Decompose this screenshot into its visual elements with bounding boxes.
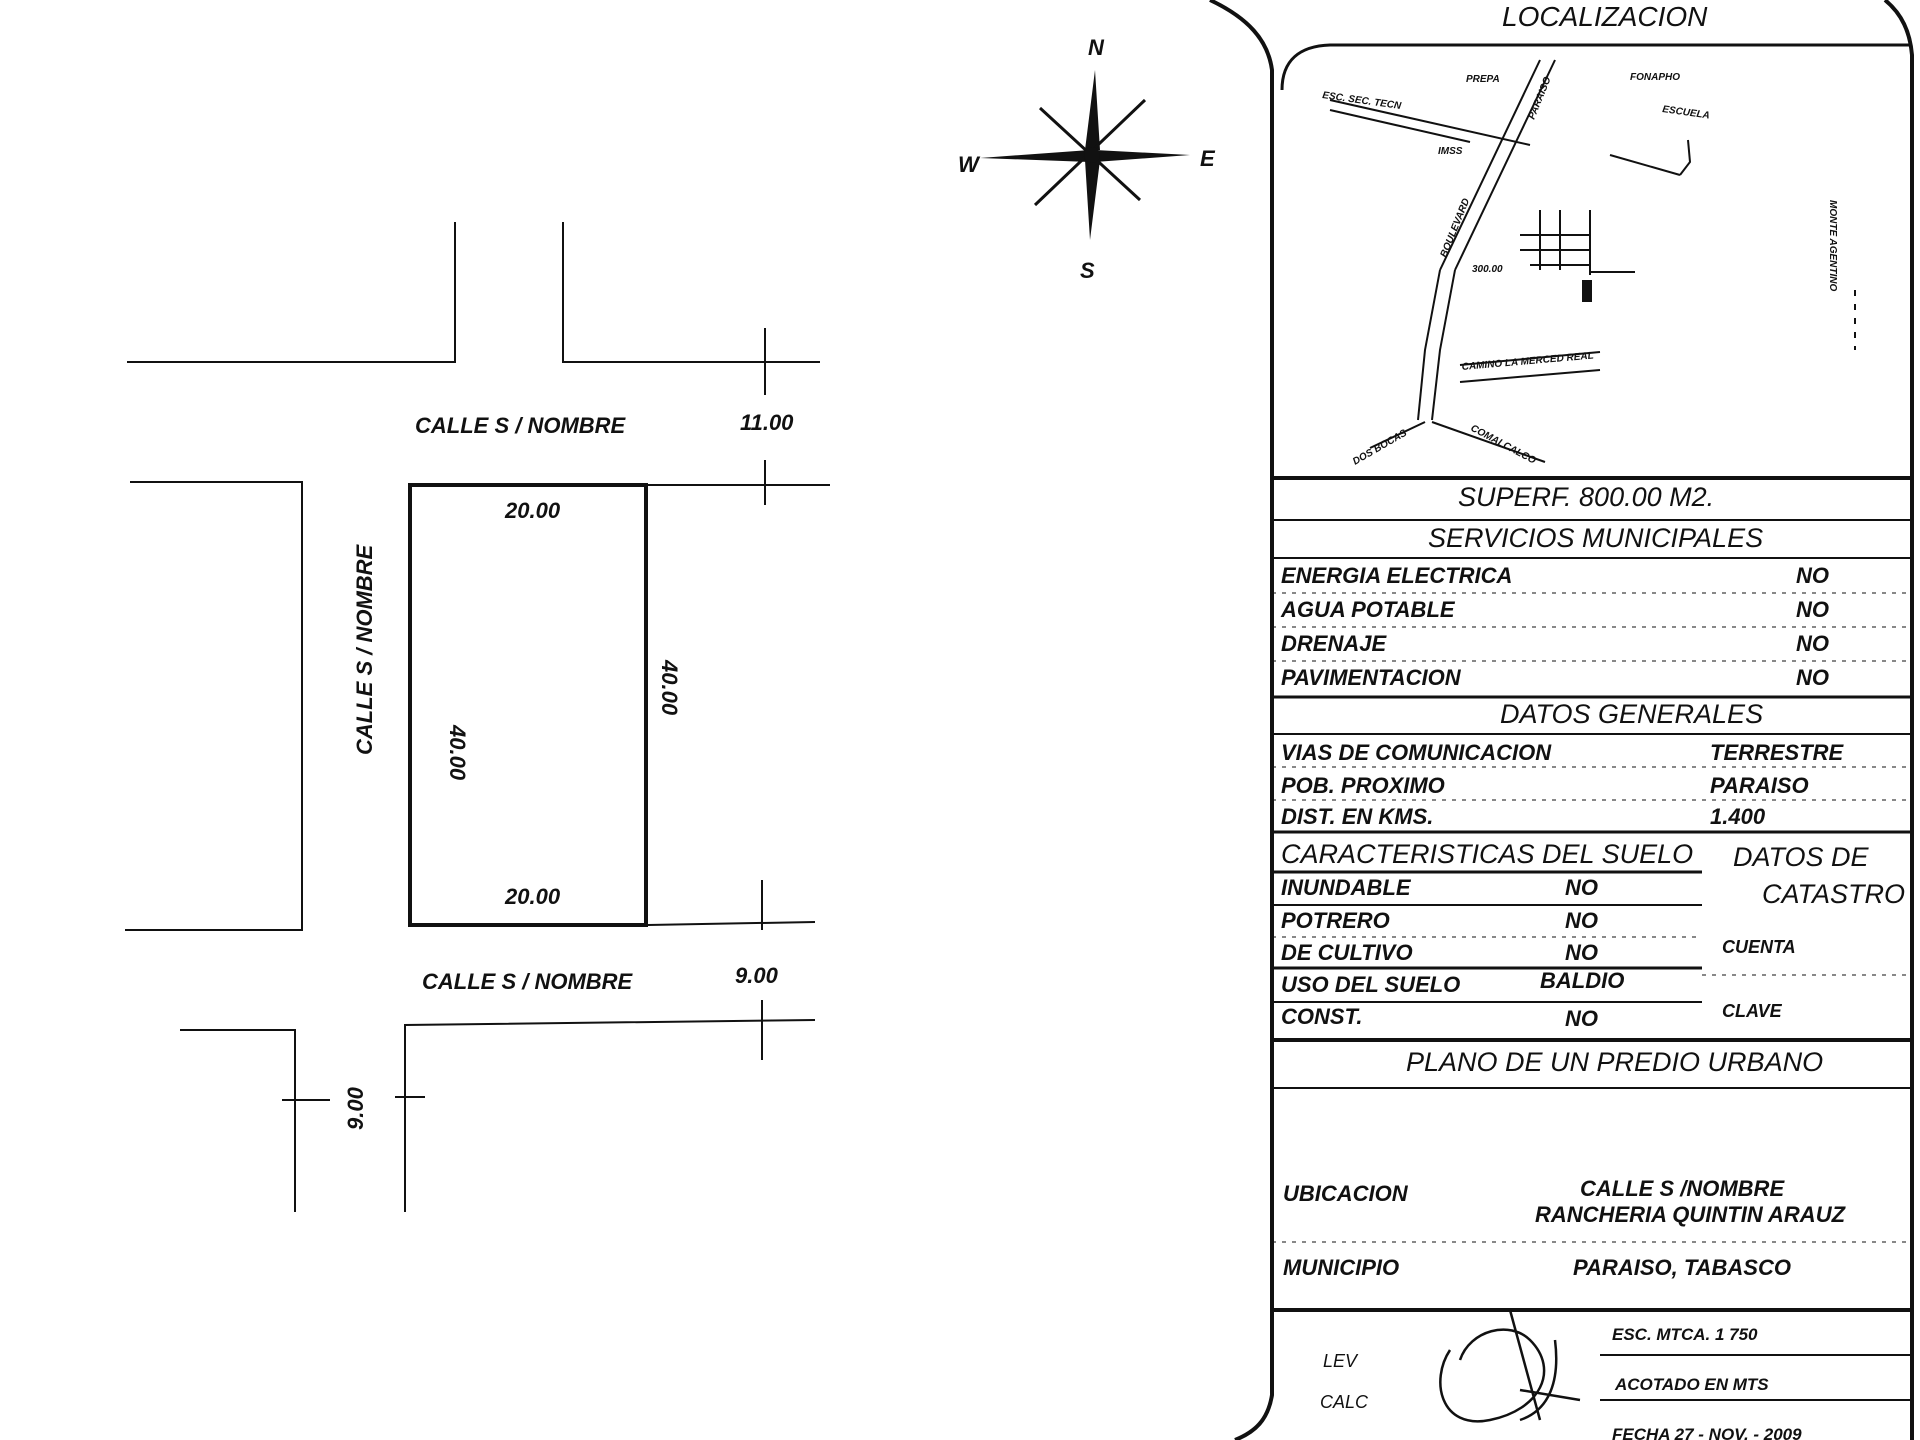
street-left-label: CALLE S / NOMBRE (352, 544, 377, 755)
servicios-title: SERVICIOS MUNICIPALES (1428, 523, 1764, 553)
clave-label: CLAVE (1722, 1001, 1782, 1021)
plano-title: PLANO DE UN PREDIO URBANO (1406, 1047, 1824, 1077)
signature (1440, 1310, 1580, 1421)
servicio-label: ENERGIA ELECTRICA (1281, 563, 1513, 588)
fecha-label: FECHA 27 - NOV. - 2009 (1612, 1425, 1802, 1440)
suelo-label: DE CULTIVO (1281, 940, 1413, 965)
servicio-value: NO (1796, 597, 1829, 622)
calc-label: CALC (1320, 1392, 1369, 1412)
lot-top-dimension: 20.00 (505, 498, 561, 523)
municipio-label: MUNICIPIO (1283, 1255, 1400, 1280)
ubicacion-line1: CALLE S /NOMBRE (1580, 1176, 1785, 1201)
lot-bottom-dimension: 20.00 (505, 884, 561, 909)
suelo-value: BALDIO (1540, 968, 1625, 993)
cuenta-label: CUENTA (1722, 937, 1796, 957)
map-label-fonapho: FONAPHO (1630, 72, 1680, 83)
catastro-title-line2: CATASTRO (1762, 879, 1906, 909)
compass-rose-icon (980, 70, 1190, 240)
map-label-bulevard: BOULEVARD (1438, 196, 1473, 260)
suelo-value: NO (1565, 908, 1598, 933)
municipio-value: PARAISO, TABASCO (1573, 1255, 1791, 1280)
lot-right-dimension: 40.00 (657, 660, 682, 716)
street-top-label: CALLE S / NOMBRE (415, 413, 626, 438)
suelo-label: POTRERO (1281, 908, 1390, 933)
map-label-monte: MONTE AGENTINO (1827, 200, 1838, 292)
servicio-value: NO (1796, 665, 1829, 690)
map-label-300: 300.00 (1472, 264, 1503, 275)
map-label-paraiso: PARAISO (1526, 75, 1554, 122)
map-label-prepa: PREPA (1466, 74, 1500, 85)
superficie-label: SUPERF. 800.00 M2. (1458, 482, 1715, 512)
street-bottom-label: CALLE S / NOMBRE (422, 969, 633, 994)
suelo-value: NO (1565, 940, 1598, 965)
street-bottom-width: 9.00 (735, 963, 778, 988)
map-label-escuela: ESCUELA (1661, 104, 1711, 122)
map-label-camino: CAMINO LA MERCED REAL (1461, 350, 1595, 373)
general-value: 1.400 (1710, 804, 1766, 829)
servicio-value: NO (1796, 631, 1829, 656)
street-lower-width: 9.00 (343, 1087, 368, 1130)
servicio-label: PAVIMENTACION (1281, 665, 1461, 690)
map-label-esc-sec-tecn: ESC. SEC. TECN (1321, 90, 1402, 113)
acotado-label: ACOTADO EN MTS (1615, 1375, 1769, 1394)
general-label: POB. PROXIMO (1281, 773, 1445, 798)
suelo-label: INUNDABLE (1281, 875, 1411, 900)
suelo-label: USO DEL SUELO (1281, 972, 1461, 997)
lev-label: LEV (1323, 1351, 1358, 1371)
compass-north-label: N (1088, 35, 1104, 60)
suelo-label: CONST. (1281, 1004, 1363, 1029)
servicio-value: NO (1796, 563, 1829, 588)
general-label: DIST. EN KMS. (1281, 804, 1434, 829)
general-value: TERRESTRE (1710, 740, 1844, 765)
location-sketch-map (1330, 60, 1855, 462)
location-title: LOCALIZACION (1502, 1, 1708, 32)
ubicacion-label: UBICACION (1283, 1181, 1408, 1206)
map-label-dos-bocas: DOS BOCAS (1351, 427, 1409, 468)
map-label-imss: IMSS (1438, 146, 1463, 157)
suelo-title: CARACTERISTICAS DEL SUELO (1281, 839, 1694, 869)
servicio-label: AGUA POTABLE (1281, 597, 1455, 622)
escala-label: ESC. MTCA. 1 750 (1612, 1325, 1758, 1344)
catastro-title-line1: DATOS DE (1733, 842, 1869, 872)
lot-parcel (410, 485, 646, 925)
compass-east-label: E (1200, 146, 1215, 171)
compass-south-label: S (1080, 258, 1095, 283)
general-value: PARAISO (1710, 773, 1809, 798)
general-label: VIAS DE COMUNICACION (1281, 740, 1552, 765)
block-outlines (125, 222, 830, 1212)
ubicacion-line2: RANCHERIA QUINTIN ARAUZ (1535, 1202, 1846, 1227)
map-label-comalcalco: COMALCALCO (1468, 422, 1538, 467)
suelo-value: NO (1565, 1006, 1598, 1031)
compass-west-label: W (958, 152, 979, 177)
lot-left-dimension: 40.00 (445, 725, 470, 781)
street-top-width: 11.00 (740, 410, 794, 435)
suelo-value: NO (1565, 875, 1598, 900)
servicio-label: DRENAJE (1281, 631, 1387, 656)
lot-location-marker (1582, 280, 1592, 302)
generales-title: DATOS GENERALES (1500, 699, 1764, 729)
